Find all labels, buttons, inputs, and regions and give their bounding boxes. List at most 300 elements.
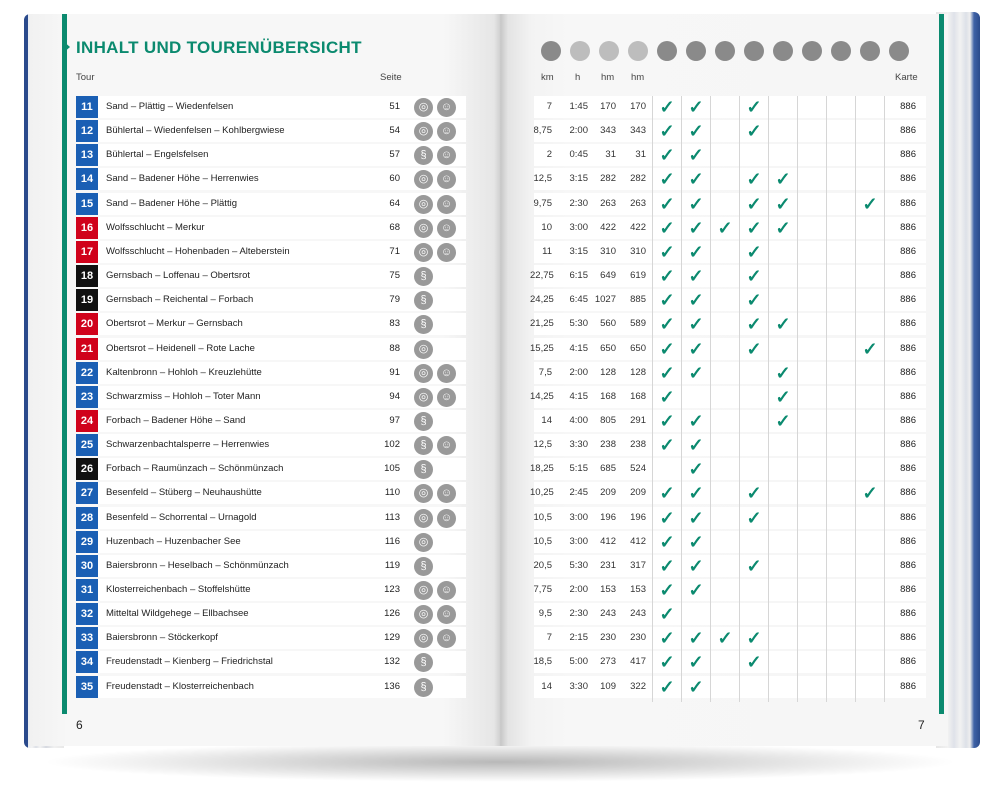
tour-name[interactable]: Freudenstadt – Klosterreichenbach	[106, 681, 254, 692]
check-icon: ✓	[688, 363, 704, 383]
bear-icon: ☺	[437, 605, 456, 624]
tour-hm-down: 196	[630, 512, 646, 523]
check-icon: ✓	[659, 411, 675, 431]
bear-icon: ☺	[437, 243, 456, 262]
tour-name[interactable]: Schwarzmiss – Hohloh – Toter Mann	[106, 391, 261, 402]
tour-name[interactable]: Huzenbach – Huzenbacher See	[106, 536, 241, 547]
tour-name[interactable]: Schwarzenbachtalsperre – Herrenwies	[106, 439, 270, 450]
check-icon: ✓	[659, 363, 675, 383]
page-number-left: 6	[76, 718, 83, 732]
swirl-icon: ◎	[414, 243, 433, 262]
check-icon: ✓	[688, 652, 704, 672]
tour-hours: 2:15	[569, 632, 588, 643]
lens-icon: §	[414, 653, 433, 672]
tour-number: 25	[76, 434, 98, 456]
header-hm-down: hm	[631, 72, 645, 83]
tour-hm-down: 650	[630, 343, 646, 354]
tour-map-number: 886	[900, 584, 916, 595]
tour-km: 15,25	[530, 343, 554, 354]
check-icon: ✓	[688, 580, 704, 600]
tour-map-number: 886	[900, 222, 916, 233]
check-icon: ✓	[659, 556, 675, 576]
tour-hm-down: 238	[630, 439, 646, 450]
check-icon: ✓	[688, 411, 704, 431]
book-shadow	[40, 742, 960, 782]
tour-hm-up: 685	[600, 463, 616, 474]
tour-km: 11	[542, 246, 552, 257]
check-icon: ✓	[775, 314, 791, 334]
tour-hm-up: 231	[600, 560, 616, 571]
column-divider	[826, 96, 827, 702]
dot-icon	[831, 41, 851, 61]
tour-hm-down: 524	[630, 463, 646, 474]
check-icon: ✓	[862, 194, 878, 214]
tour-hours: 3:15	[569, 173, 588, 184]
tour-hm-up: 273	[600, 656, 616, 667]
header-tour: Tour	[76, 72, 95, 83]
check-icon: ✓	[688, 290, 704, 310]
tour-hm-down: 322	[630, 681, 646, 692]
lens-icon: §	[414, 291, 433, 310]
tour-number: 12	[76, 120, 98, 142]
tour-page-number: 113	[384, 512, 400, 523]
tour-map-number: 886	[900, 415, 916, 426]
check-icon: ✓	[659, 290, 675, 310]
tour-name[interactable]: Besenfeld – Schorrental – Urnagold	[106, 512, 257, 523]
tour-map-number: 886	[900, 294, 916, 305]
tour-number: 34	[76, 651, 98, 673]
tour-name[interactable]: Forbach – Badener Höhe – Sand	[106, 415, 246, 426]
check-icon: ✓	[659, 387, 675, 407]
column-divider	[681, 96, 682, 702]
tour-hm-up: 196	[600, 512, 616, 523]
tour-km: 22,75	[530, 270, 554, 281]
tour-page-number: 57	[389, 149, 400, 160]
lens-icon: §	[414, 315, 433, 334]
check-icon: ✓	[746, 121, 762, 141]
check-icon: ✓	[659, 483, 675, 503]
bear-icon: ☺	[437, 436, 456, 455]
tour-page-number: 136	[384, 681, 400, 692]
header-hours: h	[575, 72, 581, 83]
tour-page-number: 60	[389, 173, 400, 184]
tour-number: 13	[76, 144, 98, 166]
tour-number: 30	[76, 555, 98, 577]
tour-number: 11	[76, 96, 98, 118]
tour-hours: 2:30	[569, 198, 588, 209]
check-icon: ✓	[688, 339, 704, 359]
check-icon: ✓	[688, 435, 704, 455]
tour-name[interactable]: Wolfsschlucht – Hohenbaden – Alteberstein	[106, 246, 290, 257]
minus-icon	[860, 41, 880, 61]
page-number-right: 7	[918, 718, 925, 732]
tour-number: 14	[76, 168, 98, 190]
tour-hm-down: 209	[630, 487, 646, 498]
tour-hm-up: 1027	[594, 294, 616, 305]
tour-hm-up: 209	[600, 487, 616, 498]
tour-hm-down: 417	[630, 656, 646, 667]
tour-hm-up: 649	[600, 270, 616, 281]
tour-page-number: 68	[389, 222, 400, 233]
check-icon: ✓	[659, 314, 675, 334]
tour-page-number: 102	[384, 439, 400, 450]
column-divider	[652, 96, 653, 702]
tour-hm-up: 128	[600, 367, 616, 378]
check-icon: ✓	[775, 411, 791, 431]
check-icon: ✓	[775, 363, 791, 383]
tour-hm-up: 153	[600, 584, 616, 595]
tour-number: 35	[76, 676, 98, 698]
tour-page-number: 79	[389, 294, 400, 305]
bear-icon: ☺	[437, 509, 456, 528]
tour-map-number: 886	[900, 125, 916, 136]
tour-hm-down: 243	[630, 608, 646, 619]
lens-icon: §	[414, 412, 433, 431]
column-divider	[710, 96, 711, 702]
tour-page-number: 123	[384, 584, 400, 595]
tour-page-number: 64	[389, 198, 400, 209]
tour-name[interactable]: Forbach – Raumünzach – Schönmünzach	[106, 463, 284, 474]
swirl-icon: ◎	[414, 605, 433, 624]
tour-name[interactable]: Besenfeld – Stüberg – Neuhaushütte	[106, 487, 262, 498]
tour-map-number: 886	[900, 560, 916, 571]
tour-hm-up: 343	[600, 125, 616, 136]
check-icon: ✓	[746, 97, 762, 117]
tour-km: 14	[541, 415, 552, 426]
check-icon: ✓	[862, 483, 878, 503]
tour-name[interactable]: Baiersbronn – Heselbach – Schönmünzach	[106, 560, 289, 571]
bus-icon	[686, 41, 706, 61]
column-divider	[739, 96, 740, 702]
swirl-icon: ◎	[414, 340, 433, 359]
tour-name[interactable]: Baiersbronn – Stöckerkopf	[106, 632, 218, 643]
tour-hm-up: 650	[600, 343, 616, 354]
tour-page-number: 116	[384, 536, 400, 547]
check-icon: ✓	[659, 677, 675, 697]
tour-map-number: 886	[900, 681, 916, 692]
tour-number: 15	[76, 193, 98, 215]
tour-page-number: 105	[384, 463, 400, 474]
check-icon: ✓	[775, 218, 791, 238]
tour-name[interactable]: Obertsrot – Heidenell – Rote Lache	[106, 343, 255, 354]
check-icon: ✓	[659, 242, 675, 262]
tour-map-number: 886	[900, 656, 916, 667]
tour-number: 33	[76, 627, 98, 649]
tour-hm-down: 619	[630, 270, 646, 281]
check-icon: ✓	[688, 218, 704, 238]
tour-map-number: 886	[900, 367, 916, 378]
tour-map-number: 886	[900, 101, 916, 112]
check-icon: ✓	[659, 218, 675, 238]
tour-number: 21	[76, 338, 98, 360]
tour-hm-up: 805	[600, 415, 616, 426]
check-icon: ✓	[775, 387, 791, 407]
tour-km: 12,5	[533, 173, 552, 184]
tour-km: 9,5	[538, 608, 552, 619]
swirl-icon: ◎	[414, 484, 433, 503]
title-arrow-icon	[62, 40, 70, 54]
bear-icon: ☺	[437, 195, 456, 214]
left-accent-bar	[62, 14, 67, 714]
tour-hm-down: 291	[630, 415, 646, 426]
check-icon: ✓	[688, 314, 704, 334]
flag-icon	[744, 41, 764, 61]
tour-page-number: 88	[389, 343, 400, 354]
swirl-icon: ◎	[414, 122, 433, 141]
tour-km: 24,25	[530, 294, 554, 305]
tour-name[interactable]: Wolfsschlucht – Merkur	[106, 222, 205, 233]
bear-icon: ☺	[437, 581, 456, 600]
tour-hm-down: 310	[630, 246, 646, 257]
tour-hours: 3:00	[569, 536, 588, 547]
tour-number: 26	[76, 458, 98, 480]
tour-hours: 3:30	[569, 681, 588, 692]
column-divider	[855, 96, 856, 702]
tour-name[interactable]: Bühlertal – Engelsfelsen	[106, 149, 209, 160]
tour-km: 14,25	[530, 391, 554, 402]
check-icon: ✓	[688, 508, 704, 528]
tour-hours: 4:15	[569, 343, 588, 354]
bear-icon: ☺	[437, 364, 456, 383]
tour-number: 28	[76, 507, 98, 529]
check-icon: ✓	[659, 121, 675, 141]
check-icon: ✓	[659, 580, 675, 600]
tour-hm-up: 31	[605, 149, 616, 160]
check-icon: ✓	[688, 97, 704, 117]
tour-hours: 5:15	[569, 463, 588, 474]
tour-number: 16	[76, 217, 98, 239]
tour-hm-down: 31	[635, 149, 646, 160]
check-icon: ✓	[688, 532, 704, 552]
lens-icon: §	[414, 557, 433, 576]
tour-hours: 1:45	[569, 101, 588, 112]
dot-icon	[599, 41, 619, 61]
tour-number: 20	[76, 313, 98, 335]
tour-page-number: 132	[384, 656, 400, 667]
check-icon: ✓	[746, 628, 762, 648]
lens-icon: §	[414, 678, 433, 697]
tour-km: 8,75	[533, 125, 552, 136]
tour-hours: 2:00	[569, 367, 588, 378]
bear-icon: ☺	[437, 122, 456, 141]
check-icon: ✓	[659, 508, 675, 528]
lens-icon: §	[414, 267, 433, 286]
dash-icon	[541, 41, 561, 61]
tour-map-number: 886	[900, 608, 916, 619]
tour-hm-up: 263	[600, 198, 616, 209]
check-icon: ✓	[688, 677, 704, 697]
check-icon: ✓	[746, 169, 762, 189]
tour-km: 10,5	[533, 536, 552, 547]
tour-km: 7	[546, 632, 552, 643]
tour-km: 7	[546, 101, 552, 112]
tour-number: 24	[76, 410, 98, 432]
tour-hours: 5:30	[569, 560, 588, 571]
tour-hours: 5:00	[569, 656, 588, 667]
check-icon: ✓	[717, 218, 733, 238]
tour-name[interactable]: Klosterreichenbach – Stoffelshütte	[106, 584, 251, 595]
tour-hours: 3:00	[569, 222, 588, 233]
tour-number: 32	[76, 603, 98, 625]
tour-hours: 6:45	[569, 294, 588, 305]
tour-hm-up: 230	[600, 632, 616, 643]
bear-icon: ☺	[437, 629, 456, 648]
page-title: INHALT UND TOURENÜBERSICHT	[76, 38, 362, 57]
check-icon: ✓	[688, 266, 704, 286]
tour-hours: 3:00	[569, 512, 588, 523]
tour-hm-up: 412	[600, 536, 616, 547]
check-icon: ✓	[746, 652, 762, 672]
dot-icon	[570, 41, 590, 61]
tour-map-number: 886	[900, 391, 916, 402]
tour-km: 12,5	[533, 439, 552, 450]
check-icon: ✓	[688, 145, 704, 165]
tour-hm-down: 343	[630, 125, 646, 136]
tour-number: 31	[76, 579, 98, 601]
tour-hours: 6:15	[569, 270, 588, 281]
tour-hours: 3:30	[569, 439, 588, 450]
header-seite: Seite	[380, 72, 402, 83]
tour-map-number: 886	[900, 439, 916, 450]
check-icon: ✓	[688, 121, 704, 141]
tour-hm-down: 317	[630, 560, 646, 571]
swirl-icon: ◎	[414, 170, 433, 189]
tour-map-number: 886	[900, 270, 916, 281]
tour-hours: 3:15	[569, 246, 588, 257]
swirl-icon: ◎	[414, 629, 433, 648]
tour-hm-down: 412	[630, 536, 646, 547]
tour-map-number: 886	[900, 632, 916, 643]
check-icon: ✓	[688, 556, 704, 576]
tour-hours: 2:45	[569, 487, 588, 498]
header-km: km	[541, 72, 554, 83]
tour-name[interactable]: Freudenstadt – Kienberg – Friedrichstal	[106, 656, 273, 667]
lens-icon: §	[414, 460, 433, 479]
tour-name[interactable]: Gernsbach – Loffenau – Obertsrot	[106, 270, 250, 281]
swirl-icon: ◎	[414, 98, 433, 117]
check-icon: ✓	[746, 314, 762, 334]
tour-map-number: 886	[900, 198, 916, 209]
swirl-icon: ◎	[414, 364, 433, 383]
tour-hours: 2:00	[569, 584, 588, 595]
bear-icon: ☺	[437, 170, 456, 189]
tour-hm-down: 885	[630, 294, 646, 305]
tour-name[interactable]: Sand – Plättig – Wiedenfelsen	[106, 101, 234, 112]
check-icon: ✓	[659, 435, 675, 455]
tour-hm-up: 310	[600, 246, 616, 257]
tour-name[interactable]: Bühlertal – Wiedenfelsen – Kohlbergwiese	[106, 125, 285, 136]
tour-hm-up: 238	[600, 439, 616, 450]
check-icon: ✓	[659, 266, 675, 286]
check-icon: ✓	[659, 604, 675, 624]
tour-hm-up: 282	[600, 173, 616, 184]
check-icon: ✓	[746, 194, 762, 214]
tour-hm-down: 168	[630, 391, 646, 402]
tour-page-number: 110	[384, 487, 400, 498]
check-icon: ✓	[746, 508, 762, 528]
check-icon: ✓	[659, 97, 675, 117]
lens-icon: §	[414, 436, 433, 455]
tour-number: 18	[76, 265, 98, 287]
tour-map-number: 886	[900, 149, 916, 160]
bear-icon: ☺	[437, 146, 456, 165]
tour-map-number: 886	[900, 512, 916, 523]
tour-km: 10	[541, 222, 552, 233]
check-icon: ✓	[746, 242, 762, 262]
tour-km: 18,25	[530, 463, 554, 474]
swirl-icon: ◎	[414, 581, 433, 600]
tour-name[interactable]: Mitteltal Wildgehege – Ellbachsee	[106, 608, 249, 619]
tour-km: 18,5	[533, 656, 552, 667]
check-icon: ✓	[688, 628, 704, 648]
tour-hm-down: 170	[630, 101, 646, 112]
tour-hours: 4:00	[569, 415, 588, 426]
tour-hm-up: 422	[600, 222, 616, 233]
tour-hours: 4:15	[569, 391, 588, 402]
tour-hm-down: 128	[630, 367, 646, 378]
check-icon: ✓	[659, 194, 675, 214]
check-icon: ✓	[775, 194, 791, 214]
tour-name[interactable]: Sand – Badener Höhe – Herrenwies	[106, 173, 259, 184]
tour-page-number: 129	[384, 632, 400, 643]
swirl-icon: ◎	[414, 195, 433, 214]
tour-page-number: 51	[389, 101, 400, 112]
tour-km: 2	[546, 149, 552, 160]
pole-icon	[657, 41, 677, 61]
tour-hours: 2:30	[569, 608, 588, 619]
bear-icon: ☺	[437, 98, 456, 117]
tour-map-number: 886	[900, 246, 916, 257]
tour-hours: 0:45	[569, 149, 588, 160]
column-divider	[884, 96, 885, 702]
check-icon: ✓	[688, 194, 704, 214]
hut-icon	[773, 41, 793, 61]
tour-km: 7,5	[538, 367, 552, 378]
tour-number: 29	[76, 531, 98, 553]
tour-hm-down: 263	[630, 198, 646, 209]
tour-name[interactable]: Obertsrot – Merkur – Gernsbach	[106, 318, 243, 329]
dot-icon	[628, 41, 648, 61]
check-icon: ✓	[659, 628, 675, 648]
tour-hm-down: 153	[630, 584, 646, 595]
bear-icon: ☺	[437, 388, 456, 407]
check-icon: ✓	[746, 218, 762, 238]
tour-map-number: 886	[900, 173, 916, 184]
tour-name[interactable]: Gernsbach – Reichental – Forbach	[106, 294, 254, 305]
check-icon: ✓	[688, 169, 704, 189]
header-karte: Karte	[895, 72, 918, 83]
tour-hm-down: 589	[630, 318, 646, 329]
bear-icon: ☺	[437, 484, 456, 503]
tour-hm-down: 282	[630, 173, 646, 184]
bear-icon: ☺	[437, 219, 456, 238]
tour-page-number: 126	[384, 608, 400, 619]
dot-icon	[889, 41, 909, 61]
right-accent-bar	[939, 14, 944, 714]
check-icon: ✓	[659, 169, 675, 189]
tour-name[interactable]: Kaltenbronn – Hohloh – Kreuzlehütte	[106, 367, 262, 378]
check-icon: ✓	[775, 169, 791, 189]
tour-hm-down: 422	[630, 222, 646, 233]
tour-hm-up: 243	[600, 608, 616, 619]
tour-km: 10,5	[533, 512, 552, 523]
tour-page-number: 75	[389, 270, 400, 281]
tour-hm-up: 109	[600, 681, 616, 692]
tour-name[interactable]: Sand – Badener Höhe – Plättig	[106, 198, 237, 209]
column-divider	[768, 96, 769, 702]
tour-hours: 5:30	[569, 318, 588, 329]
check-icon: ✓	[659, 145, 675, 165]
